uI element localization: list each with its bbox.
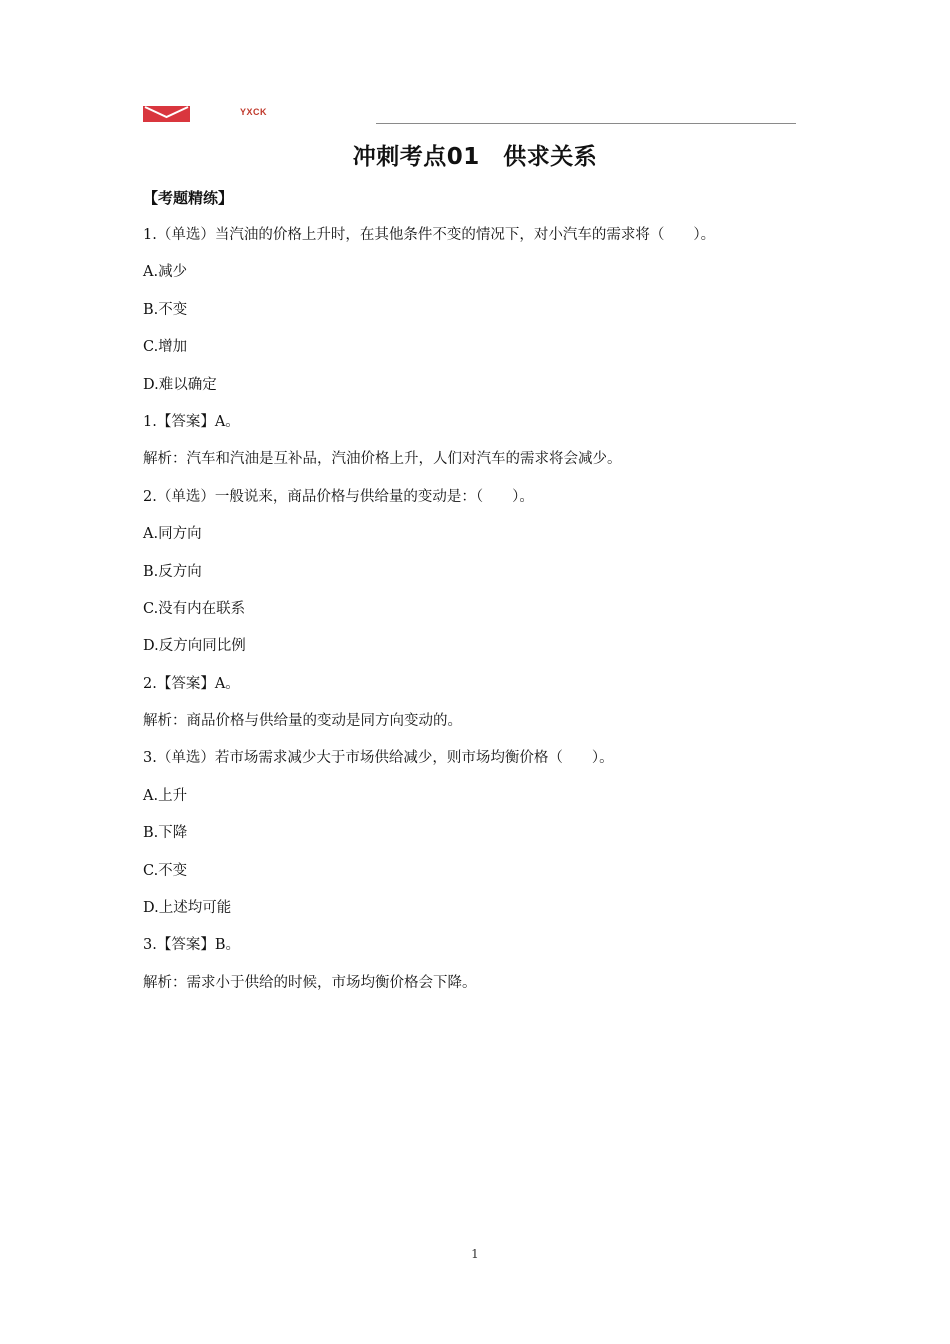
question-3-stem: 3.（单选）若市场需求减少大于市场供给减少，则市场均衡价格（ ）。 — [143, 750, 614, 767]
question-3-option-d: D.上述均可能 — [143, 900, 232, 917]
question-2-option-d: D.反方向同比例 — [143, 638, 246, 655]
question-2-answer: 2.【答案】A。 — [143, 675, 240, 692]
question-2-option-b: B.反方向 — [143, 563, 202, 580]
header-rule — [376, 123, 796, 124]
question-2-option-c: C.没有内在联系 — [143, 600, 246, 617]
page-title: 冲刺考点01 供求关系 — [352, 144, 598, 170]
question-2-explanation: 解析：商品价格与供给量的变动是同方向变动的。 — [143, 713, 462, 730]
logo-mark — [143, 106, 190, 122]
question-1-stem: 1.（单选）当汽油的价格上升时，在其他条件不变的情况下，对小汽车的需求将（ ）。 — [143, 227, 716, 243]
question-3-option-a: A.上升 — [143, 787, 188, 804]
page-number: 1 — [471, 1247, 479, 1261]
question-3-option-b: B.下降 — [143, 825, 188, 842]
logo-text: YXCK — [240, 107, 268, 117]
question-1-option-b: B.不变 — [143, 301, 188, 318]
question-3-option-c: C.不变 — [143, 862, 188, 879]
question-2-option-a: A.同方向 — [143, 526, 202, 543]
question-3-explanation: 解析：需求小于供给的时候，市场均衡价格会下降。 — [143, 974, 477, 991]
question-1-answer: 1.【答案】A。 — [143, 413, 240, 430]
question-1-option-d: D.难以确定 — [143, 376, 217, 393]
question-3-answer: 3.【答案】B。 — [143, 937, 240, 954]
question-content — [143, 222, 823, 1007]
question-1-option-a: A.减少 — [143, 264, 188, 281]
question-1-explanation: 解析：汽车和汽油是互补品，汽油价格上升，人们对汽车的需求将会减少。 — [143, 451, 622, 468]
question-1-option-c: C.增加 — [143, 339, 188, 356]
section-heading: 【考题精练】 — [143, 189, 234, 207]
question-2-stem: 2.（单选）一般说来，商品价格与供给量的变动是：（ ）。 — [143, 488, 534, 505]
